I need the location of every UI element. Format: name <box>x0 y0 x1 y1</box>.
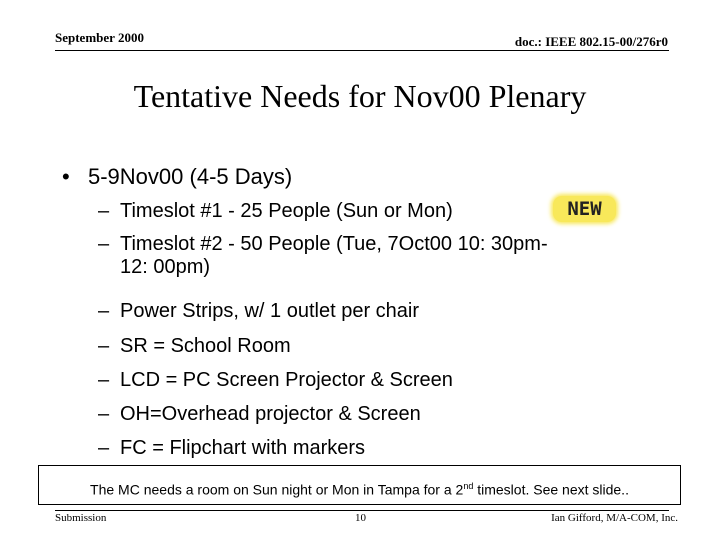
sub-bullet-text: SR = School Room <box>120 335 291 357</box>
sub-bullet-7 <box>98 437 365 460</box>
header-divider <box>55 50 669 51</box>
sub-bullet-text: Power Strips, w/ 1 outlet per chair <box>120 300 420 322</box>
sub-bullet-5 <box>98 369 453 392</box>
note-text-end: timeslot. See next slide.. <box>473 481 629 498</box>
footer-submission: Submission <box>55 512 107 524</box>
bullet-marker: • <box>62 164 70 189</box>
sub-bullet-continuation: 12: 00pm) <box>120 256 211 278</box>
main-bullet <box>62 164 292 190</box>
dash-marker: – <box>98 200 110 222</box>
sub-bullet-6 <box>98 403 421 426</box>
sub-bullet-text: OH=Overhead projector & Screen <box>120 403 421 425</box>
slide-title: Tentative Needs for Nov00 Plenary <box>133 78 587 114</box>
page-number: 10 <box>355 512 366 524</box>
note-box <box>38 465 681 505</box>
dash-marker: – <box>98 437 110 459</box>
dash-marker: – <box>98 300 110 322</box>
note-superscript: nd <box>463 481 474 491</box>
note-text: The MC needs a room on Sun night or Mon in Tampa for a 2 <box>90 481 464 498</box>
dash-marker: – <box>98 369 110 391</box>
footer-divider <box>55 510 669 511</box>
main-bullet-text: 5-9Nov00 (4-5 Days) <box>88 164 293 189</box>
sub-bullet-3 <box>98 300 419 323</box>
sub-bullet-2 <box>98 233 548 279</box>
sub-bullet-4 <box>98 335 291 358</box>
dash-marker: – <box>98 335 110 357</box>
sub-bullet-text: Timeslot #2 - 50 People (Tue, 7Oct00 10: 30pm- <box>120 233 548 255</box>
header-doc-id: doc.: IEEE 802.15-00/276r0 <box>514 34 668 49</box>
sub-bullet-text: Timeslot #1 - 25 People (Sun or Mon) <box>120 200 453 222</box>
dash-marker: – <box>98 403 110 425</box>
sub-bullet-text: LCD = PC Screen Projector & Screen <box>120 369 453 391</box>
new-badge: NEW <box>553 196 616 222</box>
sub-bullet-text: FC = Flipchart with markers <box>120 437 366 459</box>
dash-marker: – <box>98 233 110 255</box>
sub-bullet-1 <box>98 200 453 223</box>
header-date: September 2000 <box>55 30 144 45</box>
footer-author: Ian Gifford, M/A-COM, Inc. <box>551 512 678 524</box>
